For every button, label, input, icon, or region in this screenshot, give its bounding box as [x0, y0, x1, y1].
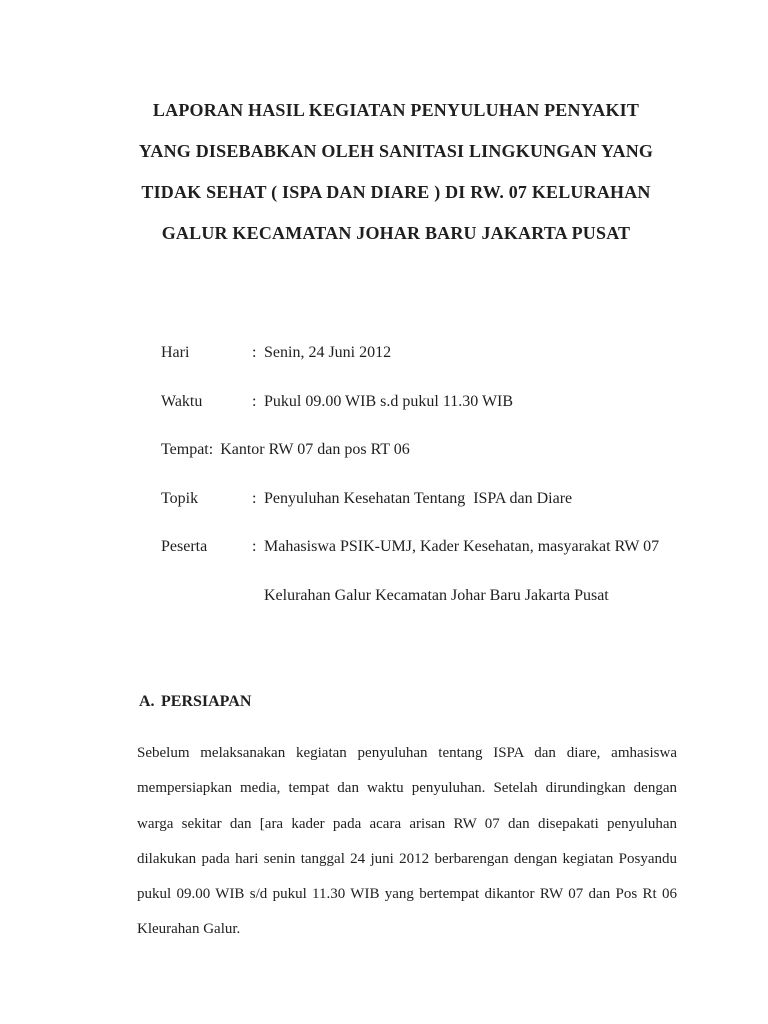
section-paragraph [137, 736, 677, 948]
detail-value: Kantor RW 07 dan pos RT 06 [220, 441, 410, 458]
section-marker: A. [139, 693, 155, 710]
detail-separator: : [252, 392, 257, 410]
section-persiapan [115, 672, 677, 948]
section-heading [115, 672, 677, 732]
detail-row-tempat [137, 423, 659, 458]
title-line: LAPORAN HASIL KEGIATAN PENYULUHAN PENYAKIT [152, 100, 640, 120]
report-title [110, 90, 682, 254]
detail-value: Kelurahan Galur Kecamatan Johar Baru Jakarta Pusat [264, 586, 609, 604]
detail-value: Senin, 24 Juni 2012 [264, 344, 392, 361]
detail-label: Peserta [161, 538, 208, 555]
detail-row-waktu [137, 375, 659, 410]
section-heading-label: PERSIAPAN [161, 693, 252, 710]
paragraph-line: dilakukan pada hari senin tanggal 24 juni 2012 berbarengan dengan kegiatan Posyandu [137, 850, 677, 867]
detail-label: Topik [161, 489, 199, 507]
detail-label: Tempat: [161, 441, 214, 458]
title-line: GALUR KECAMATAN JOHAR BARU JAKARTA PUSAT [161, 223, 631, 243]
detail-separator: : [252, 489, 257, 507]
paragraph-line: Sebelum melaksanakan kegiatan penyuluhan tentang ISPA dan diare, amhasiswa [137, 745, 677, 761]
detail-row-hari [137, 326, 659, 361]
paragraph-line: Kleurahan Galur. [137, 921, 241, 938]
paragraph-line: pukul 09.00 WIB s/d pukul 11.30 WIB yang bertempat dikantor RW 07 dan Pos Rt 06 [137, 886, 677, 903]
detail-label: Hari [161, 344, 190, 361]
detail-value: Penyuluhan Kesehatan Tentang ISPA dan Diare [264, 489, 573, 507]
detail-label: Waktu [161, 392, 203, 410]
detail-value: Mahasiswa PSIK-UMJ, Kader Kesehatan, masyarakat RW 07 [264, 538, 660, 555]
detail-row-peserta [137, 520, 660, 555]
detail-row-peserta-continuation [137, 569, 659, 604]
event-details [137, 326, 659, 617]
title-line: YANG DISEBABKAN OLEH SANITASI LINGKUNGAN YANG [138, 141, 654, 161]
detail-separator: : [252, 538, 257, 555]
title-line: TIDAK SEHAT ( ISPA DAN DIARE ) DI RW. 07 KELURAHAN [141, 182, 651, 202]
detail-separator: : [252, 344, 257, 361]
paragraph-line: warga sekitar dan [ara kader pada acara arisan RW 07 dan disepakati penyuluhan [137, 815, 677, 832]
detail-value: Pukul 09.00 WIB s.d pukul 11.30 WIB [264, 392, 514, 410]
paragraph-line: mempersiapkan media, tempat dan waktu penyuluhan. Setelah dirundingkan dengan [137, 780, 677, 797]
detail-row-topik [137, 472, 659, 507]
